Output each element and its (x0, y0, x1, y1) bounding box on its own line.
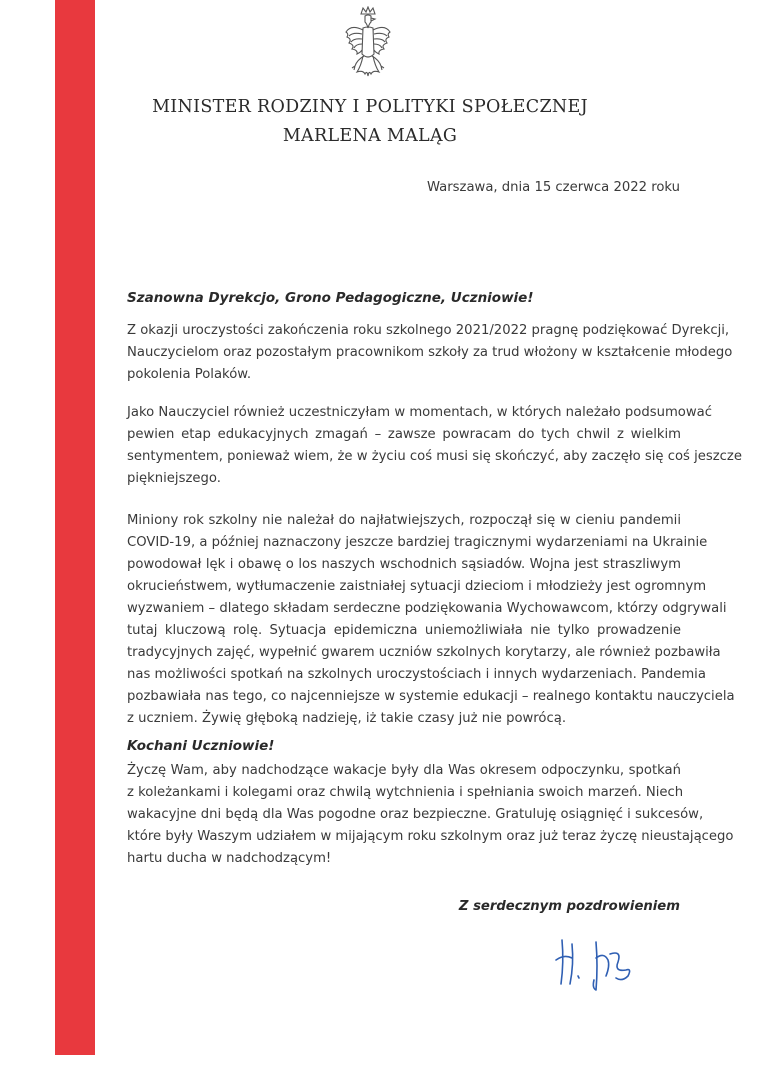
minister-name: MARLENA MALĄG (282, 126, 458, 146)
text-line: Miniony rok szkolny nie należał do najłatwiejszych, rozpoczął się w cieniu pandemii (127, 513, 681, 528)
text-line: wakacyjne dni będą dla Was pogodne oraz bezpieczne. Gratuluję osiągnięć i sukcesów, (127, 807, 704, 822)
ministry-title: MINISTER RODZINY I POLITYKI SPOŁECZNEJ (152, 97, 588, 117)
text-line: Życzę Wam, aby nadchodzące wakacje były dla Was okresem odpoczynku, spotkań (127, 763, 681, 778)
text-line: Jako Nauczyciel również uczestniczyłam w momentach, w których należało podsumować (127, 405, 712, 420)
text-line: z uczniem. Żywię głęboką nadzieję, iż takie czasy już nie powrócą. (127, 711, 567, 726)
text-line: COVID-19, a później naznaczony jeszcze bardziej tragicznymi wydarzeniami na Ukrainie (127, 535, 708, 550)
students-salutation: Kochani Uczniowie! (127, 738, 275, 754)
letter-date: Warszawa, dnia 15 czerwca 2022 roku (426, 180, 680, 195)
paragraph-2 (127, 402, 742, 490)
text-line: powodował lęk i obawę o los naszych wschodnich sąsiadów. Wojna jest straszliwym (127, 557, 681, 572)
text-line: tutaj kluczową rolę. Sytuacja epidemiczna uniemożliwiała nie tylko prowadzenie (127, 623, 681, 638)
paragraph-3 (127, 510, 735, 730)
handwritten-signature-icon (552, 932, 642, 994)
text-line: pokolenia Polaków. (127, 367, 252, 382)
text-line: nas możliwości spotkań na szkolnych uroczystościach i innych wydarzeniach. Pandemia (127, 667, 706, 682)
salutation: Szanowna Dyrekcjo, Grono Pedagogiczne, Uczniowie! (127, 290, 534, 306)
text-line: wyzwaniem – dlatego składam serdeczne podziękowania Wychowawcom, którzy odgrywali (127, 601, 727, 616)
paragraph-1 (127, 320, 733, 386)
text-line: tradycyjnych zajęć, wypełnić gwarem uczniów szkolnych korytarzy, ale również pozbawiła (127, 645, 721, 660)
text-line: Nauczycielom oraz pozostałym pracownikom szkoły za trud włożony w kształcenie młodego (127, 345, 733, 360)
closing-phrase: Z serdecznym pozdrowieniem (458, 899, 680, 914)
text-line: hartu ducha w nadchodzącym! (127, 851, 332, 866)
text-line: które były Waszym udziałem w mijającym roku szkolnym oraz już teraz życzę nieustającego (127, 829, 734, 844)
text-line: z koleżankami i kolegami oraz chwilą wytchnienia i spełniania swoich marzeń. Niech (127, 785, 684, 800)
text-line: pewien etap edukacyjnych zmagań – zawsze powracam do tych chwil z wielkim (127, 427, 681, 442)
paragraph-4 (127, 760, 734, 870)
text-line: okrucieństwem, wytłumaczenie zaistniałej sytuacji dzieciom i młodzieży jest ogromnym (127, 579, 707, 594)
red-margin-stripe (55, 0, 95, 1055)
polish-eagle-emblem-icon (343, 6, 393, 90)
text-line: sentymentem, ponieważ wiem, że w życiu coś musi się skończyć, aby zaczęło się coś jeszcze (127, 449, 742, 464)
text-line: piękniejszego. (127, 471, 221, 486)
text-line: Z okazji uroczystości zakończenia roku szkolnego 2021/2022 pragnę podziękować Dyrekcji, (127, 323, 730, 338)
text-line: pozbawiała nas tego, co najcenniejsze w systemie edukacji – realnego kontaktu nauczyciela (127, 689, 735, 704)
